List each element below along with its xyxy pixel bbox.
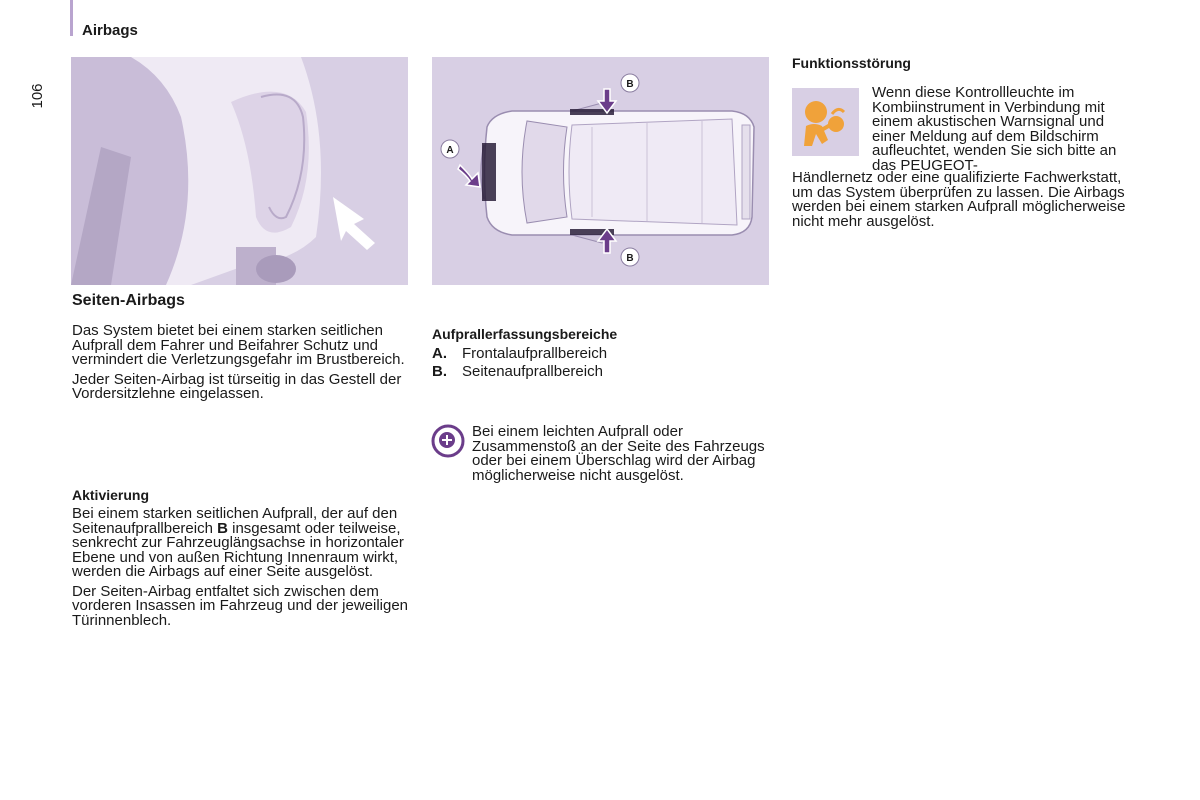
intro-block (72, 324, 412, 407)
zone-text: Frontalaufprallbereich (462, 345, 608, 362)
activation-paragraph: Der Seiten-Airbag entfaltet sich zwischen dem vorderen Insassen im Fahrzeug und der jeweiligen Türinnenblech. (72, 582, 409, 629)
zones-list (432, 345, 762, 381)
zones-title: Aufprallerfassungsbereiche (432, 326, 618, 342)
zone-b-reference: B (217, 519, 228, 537)
malfunction-text-indented: Wenn diese Kontrollleuchte im Kombiinstrument in Verbindung mit einem akustischen Warnsignal und einer Meldung auf dem Bildschirm aufleuchtet, wenden Sie sich bitte an das PEUGEOT- (872, 84, 1117, 174)
seat-illustration (71, 57, 408, 285)
intro-paragraph: Jeder Seiten-Airbag ist türseitig in das Gestell der Vordersitzlehne eingelassen. (72, 370, 402, 402)
zone-text: Seitenaufprallbereich (462, 363, 603, 380)
header-rule (70, 0, 73, 36)
malfunction-text-full: Händlernetz oder eine qualifizierte Fachwerkstatt, um das System überprüfen zu lassen. Die Airbags werden bei einem starken Aufprall möglicherweise nicht mehr ausgelöst. (792, 169, 1126, 230)
svg-text:A: A (446, 145, 454, 156)
activation-title: Aktivierung (72, 487, 150, 503)
section-title: Airbags (82, 22, 138, 39)
svg-text:B: B (626, 79, 634, 90)
impact-zones-diagram (432, 57, 769, 285)
label-b-top (621, 74, 639, 92)
page-number: 106 (29, 83, 46, 109)
label-a (441, 140, 459, 158)
zone-letter: B. (432, 363, 447, 380)
car-top-view (481, 103, 754, 243)
zone-letter: A. (432, 345, 447, 362)
malfunction-title: Funktionsstörung (792, 55, 911, 71)
svg-text:B: B (626, 253, 634, 264)
activation-paragraph: Bei einem starken seitlichen Aufprall, der auf den Seitenaufprallbereich B insgesamt oder teilweise, senkrecht zur Fahrzeuglängsachse in horizontaler Ebene und von außen Richtung Innenraum wirkt, werden die Airbags auf einer Seite ausgelöst. (72, 505, 404, 580)
list-item (432, 345, 762, 363)
airbag-warning-icon (792, 88, 859, 156)
note-text: Bei einem leichten Aufprall oder Zusammenstoß an der Seite des Fahrzeugs oder bei einem Überschlag wird der Airbag möglicherweise nicht ausgelöst. (472, 423, 765, 484)
list-item (432, 363, 762, 381)
plus-circle-icon (431, 424, 465, 463)
label-b-bottom (621, 248, 639, 266)
intro-paragraph: Das System bietet bei einem starken seitlichen Aufprall dem Fahrer und Beifahrer Schutz und vermindert die Verletzungsgefahr im Brustbereich. (72, 322, 405, 368)
seiten-airbags-heading: Seiten-Airbags (72, 292, 185, 309)
activation-block (72, 507, 412, 633)
